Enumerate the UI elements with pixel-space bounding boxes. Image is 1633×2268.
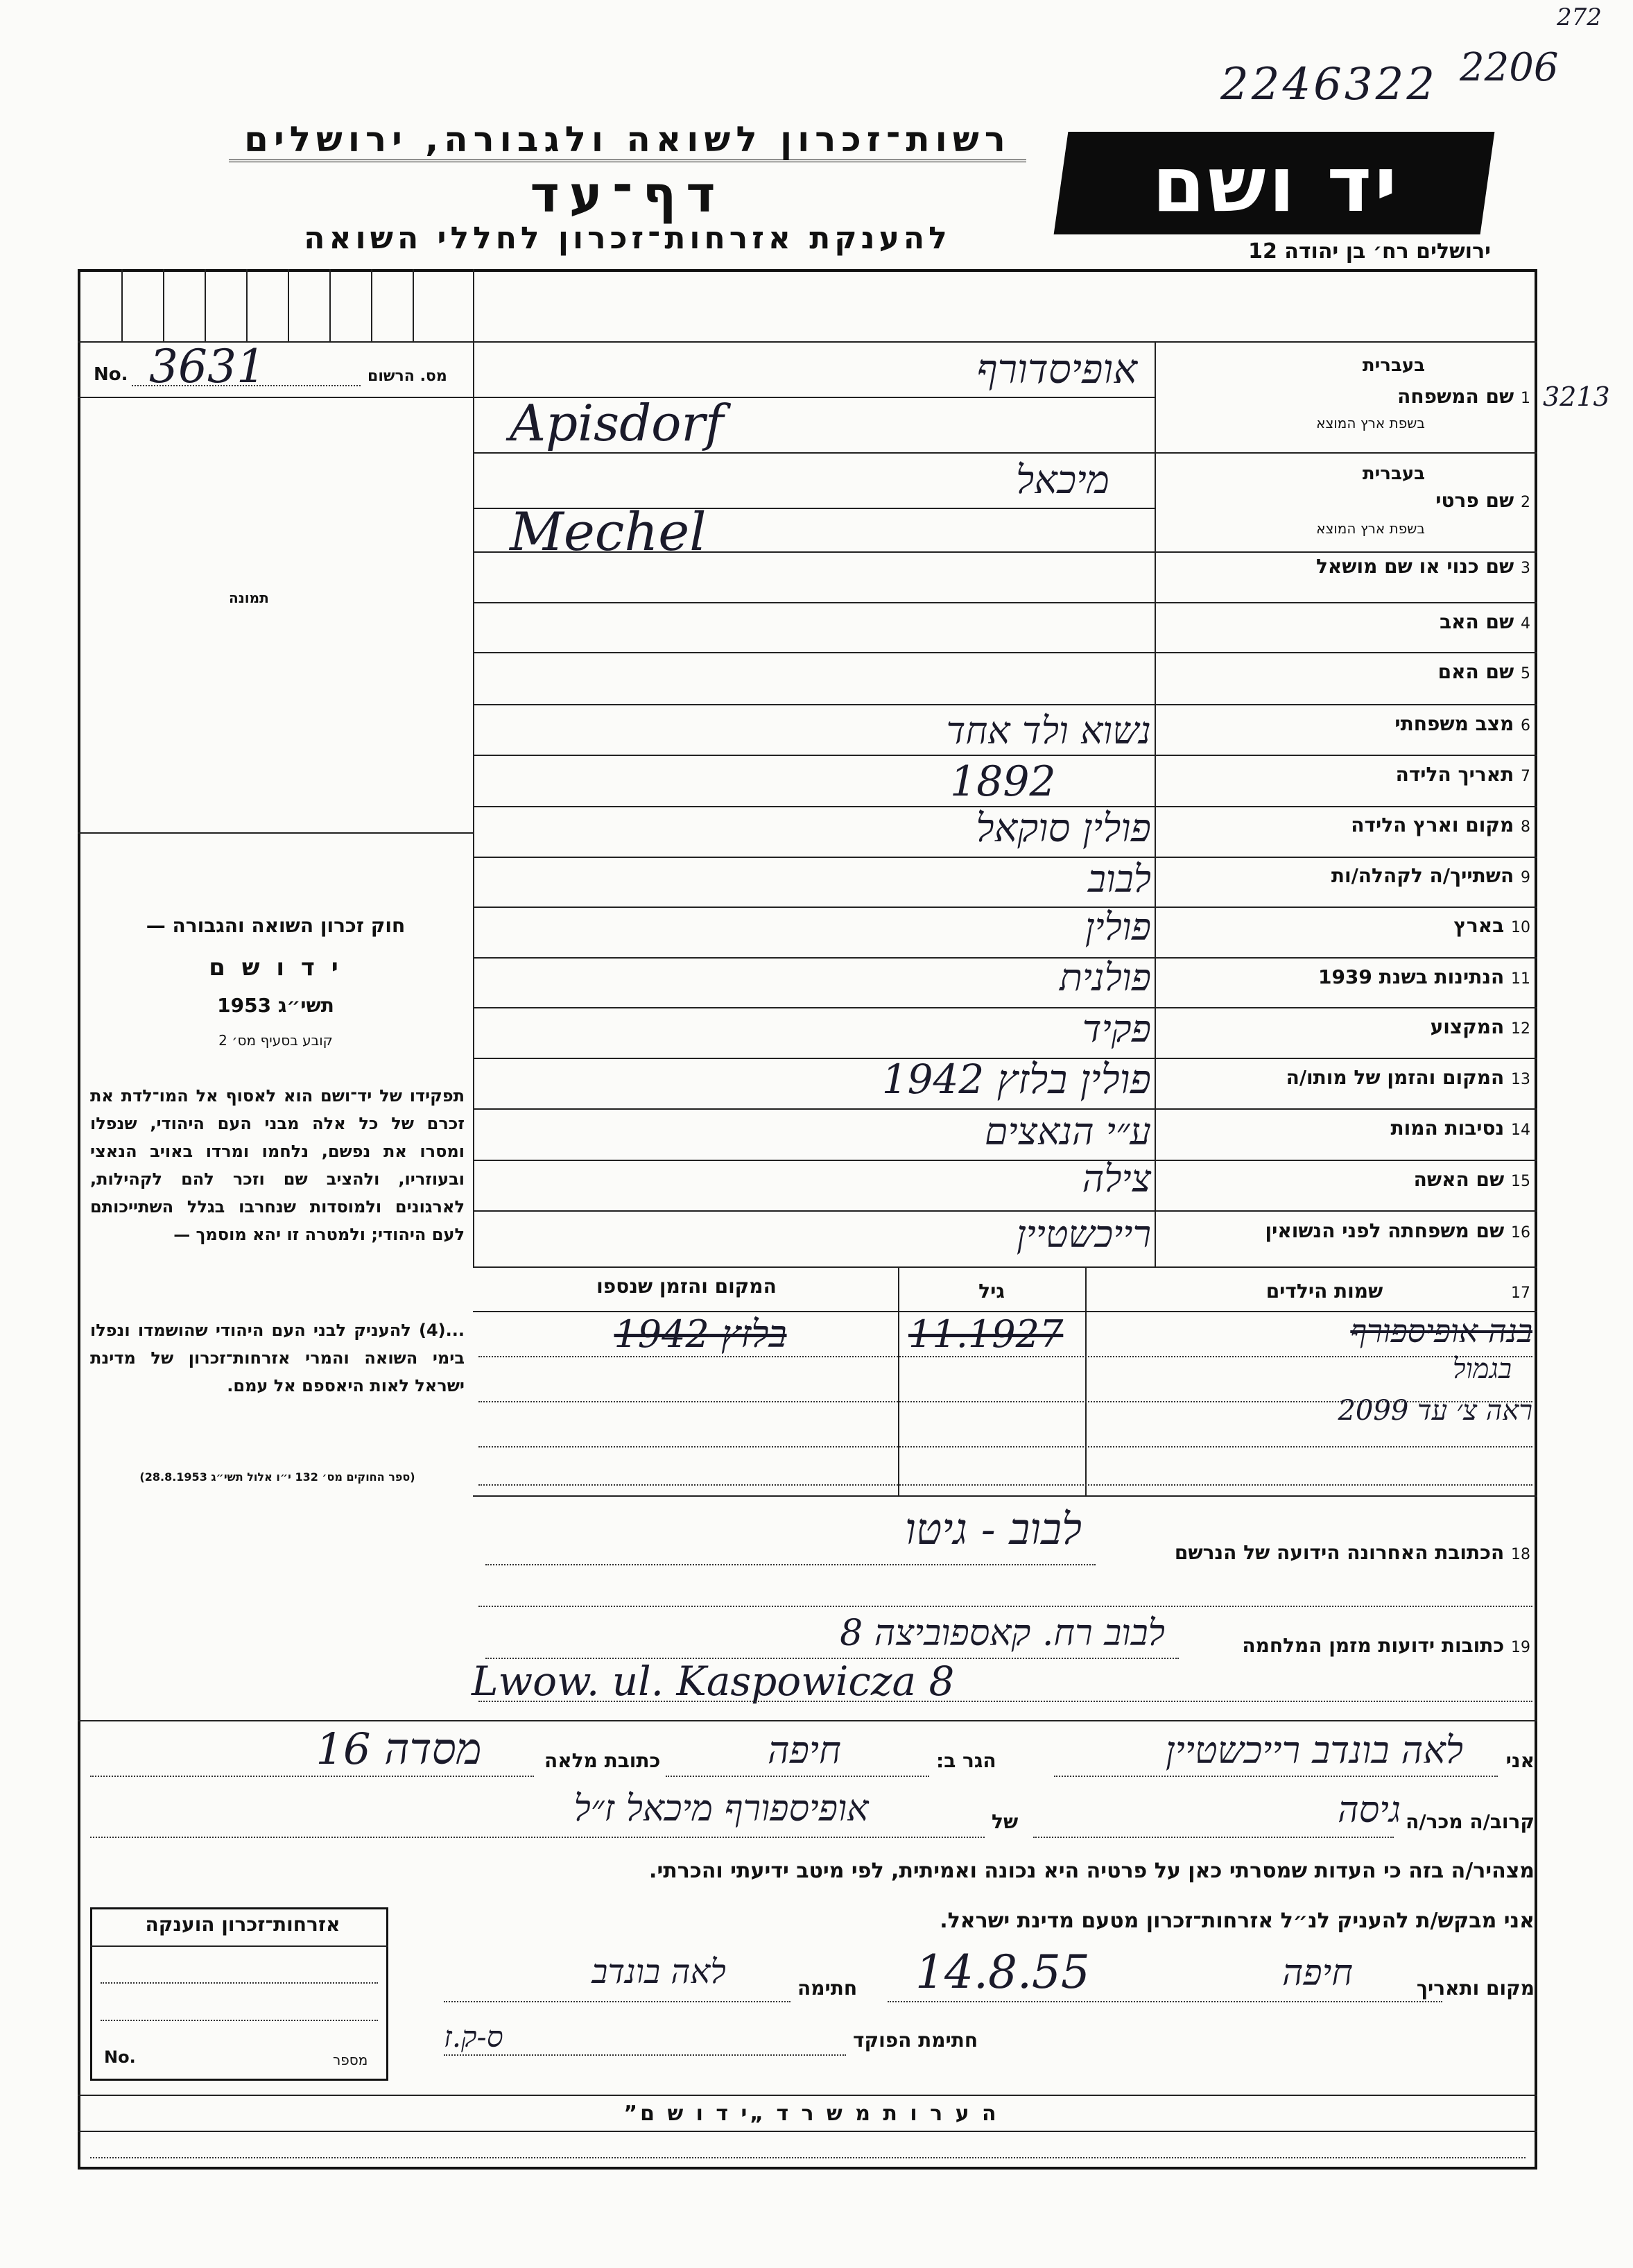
field-11-value[interactable]: פולנית: [1059, 956, 1151, 999]
law-year: תשי״ג 1953: [217, 994, 334, 1017]
field-2-sub-hebrew: בעברית: [1362, 463, 1425, 484]
row-line: [473, 755, 1537, 756]
child-1-place[interactable]: בלזץ 1942: [614, 1312, 787, 1356]
field-18-title: הכתובת האחרונה הידועה של הנרשם: [1174, 1541, 1505, 1564]
page-number: 272: [1557, 3, 1602, 31]
decl-resides-label: הגר ב:: [936, 1749, 996, 1772]
field-5-title: שם האם: [1437, 660, 1514, 683]
field-2-value-native[interactable]: Mechel: [510, 501, 707, 562]
field-15-value[interactable]: צילה: [1082, 1157, 1151, 1201]
field-7-number: 7: [1521, 768, 1530, 785]
field-10-number: 10: [1511, 919, 1530, 936]
photo-divider: [78, 832, 474, 834]
field-1-title: שם המשפחה: [1397, 385, 1514, 408]
strip-cell: [413, 269, 414, 341]
field-8-value[interactable]: פולין סוקאל: [976, 806, 1151, 851]
form-subtitle: להענקת אזרחות־זכרון לחללי השואה: [304, 221, 951, 256]
no-label: No.: [94, 364, 128, 385]
decl-address-label: כתובת מלאה: [544, 1749, 661, 1772]
notes-title: ה ע ר ו ת מ ש ר ד „י ד ו ש ם”: [623, 2102, 999, 2126]
notes-top-line: [78, 2095, 1537, 2096]
field-8-label: [1351, 814, 1530, 836]
row-line: [473, 704, 1537, 705]
registration-divider: [78, 397, 474, 398]
field-18-label: [1175, 1541, 1530, 1564]
strip-cell: [329, 269, 331, 341]
field-14-number: 14: [1511, 1122, 1530, 1139]
archive-id-2: 2206: [1460, 45, 1559, 90]
decl-statement-1: מצהיר/ה בזה כי העדות שמסרתי כאן על פרטיה היא נכונה ואמיתית, לפי מיטב ידיעתי והכרתי.: [649, 1859, 1535, 1883]
decl-relative-label: קרוב/ה מכר/ה: [1406, 1810, 1535, 1833]
field-12-value[interactable]: פקיד: [1082, 1007, 1151, 1051]
decl-signature-label: חתימה: [797, 1977, 858, 2000]
decl-resides-dots: [666, 1776, 929, 1777]
field-13-value[interactable]: פולין בלזץ 1942: [881, 1056, 1151, 1103]
label-column-divider: [1155, 341, 1156, 1268]
decl-ani-dots: [1054, 1776, 1498, 1777]
field-3-number: 3: [1521, 560, 1530, 577]
field-4-title: שם האב: [1440, 610, 1514, 633]
strip-cell: [121, 269, 123, 341]
decl-official-dots: [444, 2054, 846, 2056]
child-3-note[interactable]: ראה צ׳ עד 2099: [1338, 1395, 1532, 1427]
law-text: תפקידו של יד־ושם הוא לאסוף אל המו־לדת את זכרם של כל אלה מבני העם היהודי, שנפלו ומסרו את נפשם, נלחמו ומרדו באויב הנאצי ובעוזריו, ולהציב שם וזכר להם לקהילות, לארגונים ולמוסדות שנחרבו בגלל השתייכותם לעם היהודי; ולמטרה זו יהא מוסמך —: [90, 1086, 465, 1244]
field-6-label: [1394, 712, 1530, 735]
law-name: י ד ו ש ם: [209, 954, 343, 981]
child-1-age[interactable]: 11.1927: [908, 1312, 1064, 1356]
strip-cell: [205, 269, 206, 341]
strip-cell: [371, 269, 372, 341]
field-14-value[interactable]: ע״י הנאצים: [984, 1110, 1151, 1153]
decl-relative-value[interactable]: גיסה: [1338, 1789, 1401, 1831]
field-19-title: כתובות ידועות מזמן המלחמה: [1242, 1634, 1505, 1657]
field-10-value[interactable]: פולין: [1085, 905, 1151, 949]
field-8-number: 8: [1521, 818, 1530, 836]
law-clause: קובע בסעיף מס׳ 2: [218, 1032, 333, 1049]
declaration-top-line: [78, 1720, 1537, 1721]
field-11-title: הנתינות בשנת 1939: [1317, 965, 1505, 988]
left-column-divider: [473, 269, 474, 1268]
field-2-number: 2: [1521, 494, 1530, 511]
field-15-title: שם האשה: [1413, 1168, 1505, 1191]
field-3-label: [1316, 555, 1530, 578]
stamp-number-label: מספר: [333, 2052, 368, 2068]
decl-address-dots: [90, 1776, 534, 1777]
field-10-label: [1453, 914, 1530, 937]
field-18-value[interactable]: לבוב - גיטו: [904, 1504, 1082, 1554]
row-line: [473, 452, 1537, 454]
field-1-label: [1397, 385, 1530, 408]
field-16-number: 16: [1511, 1224, 1530, 1242]
decl-place-dots: [888, 2001, 1442, 2002]
field-14-title: נסיבות המות: [1390, 1117, 1505, 1140]
field-15-number: 15: [1511, 1173, 1530, 1190]
field-11-number: 11: [1511, 970, 1530, 988]
field-9-value[interactable]: לבוב: [1087, 857, 1151, 901]
decl-official-value[interactable]: ס-ק.ז: [444, 2020, 503, 2054]
field-1-margin-note: 3213: [1543, 381, 1610, 412]
field-10-title: בארץ: [1453, 914, 1505, 937]
law-reference: (ספר החוקים מס׳ 132 י״ו אלול תשי״ג 28.8.1953): [139, 1470, 415, 1484]
children-row-dots: [478, 1446, 1532, 1447]
field-18-dots: [485, 1564, 1096, 1565]
field-16-label: [1265, 1219, 1530, 1242]
field-1-number: 1: [1521, 390, 1530, 407]
yad-vashem-logo: יד ושם: [1152, 140, 1400, 229]
law-title: חוק זכרון השואה והגבורה —: [146, 914, 406, 937]
top-strip-bottom: [78, 341, 1537, 343]
field-1-sub-native: בשפת ארץ המוצא: [1316, 415, 1425, 431]
decl-date-value[interactable]: 14.8.55: [915, 1945, 1090, 1999]
decl-statement-2: אני מבקש/ת להעניק לנ״ל אזרחות־זכרון מטעם מדינת ישראל.: [940, 1909, 1535, 1933]
field-9-label: [1331, 864, 1530, 887]
field-1-sub-hebrew: בעברית: [1362, 355, 1425, 376]
field-9-number: 9: [1521, 869, 1530, 886]
decl-address-value[interactable]: מסדה 16: [316, 1724, 482, 1774]
field-7-title: תאריך הלידה: [1395, 763, 1514, 786]
stamp-title: אזרחות־זכרון הוענקה: [145, 1913, 340, 1936]
field-19-label: [1242, 1634, 1530, 1657]
field-14-label: [1390, 1117, 1530, 1140]
registration-dots: [132, 385, 361, 386]
row-line: [473, 1210, 1537, 1212]
form-title: דף־עד: [530, 165, 725, 223]
field-18-dots-2: [478, 1606, 1532, 1607]
field-12-number: 12: [1511, 1020, 1530, 1038]
stamp-dots-2: [101, 2020, 378, 2021]
registration-label: מס. הרשום: [368, 368, 447, 385]
archive-id: 2246322: [1220, 59, 1438, 110]
field-12-label: [1431, 1015, 1530, 1038]
field-11-label: [1318, 965, 1530, 988]
field-6-value[interactable]: נשוא ולד אחד: [946, 709, 1151, 753]
decl-ani-value[interactable]: לאה בונדב רייכשטיין: [1165, 1728, 1463, 1772]
field-3-title: שם כנוי או שם מושאל: [1315, 555, 1514, 578]
decl-ani-label: אני: [1505, 1749, 1535, 1772]
decl-official-label: חתימת הפוקד: [853, 2029, 978, 2052]
strip-cell: [288, 269, 289, 341]
decl-of-label: של: [992, 1810, 1019, 1833]
decl-resides-value[interactable]: חיפה: [767, 1728, 842, 1772]
child-2-name[interactable]: בגמול: [1452, 1353, 1512, 1385]
children-col-names: שמות הילדים: [1265, 1280, 1383, 1303]
authority-name: רשות־זכרון לשואה ולגבורה, ירושלים: [229, 119, 1026, 162]
field-5-number: 5: [1521, 665, 1530, 682]
stamp-no-label: No.: [104, 2047, 136, 2067]
field-4-number: 4: [1521, 615, 1530, 633]
field-13-number: 13: [1511, 1071, 1530, 1088]
field-1-value-native[interactable]: Apisdorf: [510, 394, 724, 452]
field-9-title: השתייך/ה לקהלה/ות: [1331, 864, 1514, 887]
field-1-value-hebrew[interactable]: אופיסדורף: [976, 345, 1137, 393]
field-19-number: 19: [1511, 1639, 1530, 1656]
field-2-value-hebrew[interactable]: מיכאל: [1015, 458, 1109, 503]
notes-title-line: [78, 2131, 1537, 2132]
decl-place-value[interactable]: חיפה: [1281, 1952, 1354, 1994]
field-4-label: [1440, 610, 1530, 633]
field-13-title: המקום והזמן של מותו/ה: [1286, 1066, 1505, 1089]
children-col-divider-2: [1085, 1266, 1087, 1495]
field-16-title: שם משפחתה לפני הנשואין: [1265, 1219, 1505, 1242]
children-number: 17: [1511, 1285, 1530, 1302]
notes-dots-1: [90, 2157, 1526, 2158]
children-row-dots: [478, 1484, 1532, 1486]
child-1-name[interactable]: בנה אופיספורף: [1350, 1312, 1532, 1350]
law-text-clause-4: ...(4) להעניק לבני העם היהודי שהושמדו ונפלו בימי השואה והמרי אזרחות־זכרון של מדינת ישראל לאות היאספם אל עמם.: [90, 1321, 465, 1395]
children-bottom-line: [473, 1495, 1537, 1497]
stamp-dots-1: [101, 1982, 378, 1984]
decl-signature-dots: [444, 2001, 790, 2002]
decl-signature-value[interactable]: לאה בונדב: [591, 1952, 726, 1991]
field-2-label: [1435, 489, 1530, 512]
field-2-sub-native: בשפת ארץ המוצא: [1316, 520, 1425, 537]
strip-cell: [163, 269, 164, 341]
field-8-title: מקום וארץ הלידה: [1351, 814, 1514, 836]
row-line: [473, 1266, 1537, 1268]
field-7-label: [1396, 763, 1530, 786]
field-12-title: המקצוע: [1430, 1015, 1505, 1038]
stamp-line: [90, 1945, 388, 1947]
field-15-label: [1414, 1168, 1530, 1191]
decl-place-date-label: מקום ותאריך: [1416, 1977, 1535, 2000]
children-col-place: המקום והזמן שנספו: [596, 1275, 777, 1298]
decl-relative-dots: [1033, 1837, 1394, 1838]
field-5-label: [1438, 660, 1530, 683]
strip-cell: [246, 269, 248, 341]
photo-placeholder-label: תמונה: [229, 590, 269, 606]
field-6-number: 6: [1521, 717, 1530, 734]
field-2-title: שם פרטי: [1435, 489, 1514, 512]
children-col-divider-1: [898, 1266, 899, 1495]
field-13-label: [1286, 1066, 1530, 1089]
registration-number: 3631: [149, 340, 266, 393]
row-line: [473, 652, 1537, 653]
children-col-age: גיל: [978, 1280, 1005, 1303]
field-16-value[interactable]: רייכשטיין: [1016, 1212, 1151, 1256]
field-18-number: 18: [1511, 1546, 1530, 1563]
row-line: [473, 602, 1537, 603]
field-6-title: מצב משפחתי: [1394, 712, 1514, 735]
decl-of-value[interactable]: אופיספורף מיכאל ז״ל: [573, 1788, 869, 1830]
logo-address: ירושלים רח׳ בן יהודה 12: [1248, 239, 1491, 264]
field-19-value-hebrew[interactable]: לבוב רח. קאספוביצה 8: [840, 1613, 1165, 1654]
decl-of-dots: [90, 1837, 985, 1838]
field-19-value-native[interactable]: Lwow. ul. Kaspowicza 8: [472, 1658, 955, 1705]
field-7-value[interactable]: 1892: [950, 757, 1056, 806]
field-19-dots-2: [478, 1701, 1532, 1702]
